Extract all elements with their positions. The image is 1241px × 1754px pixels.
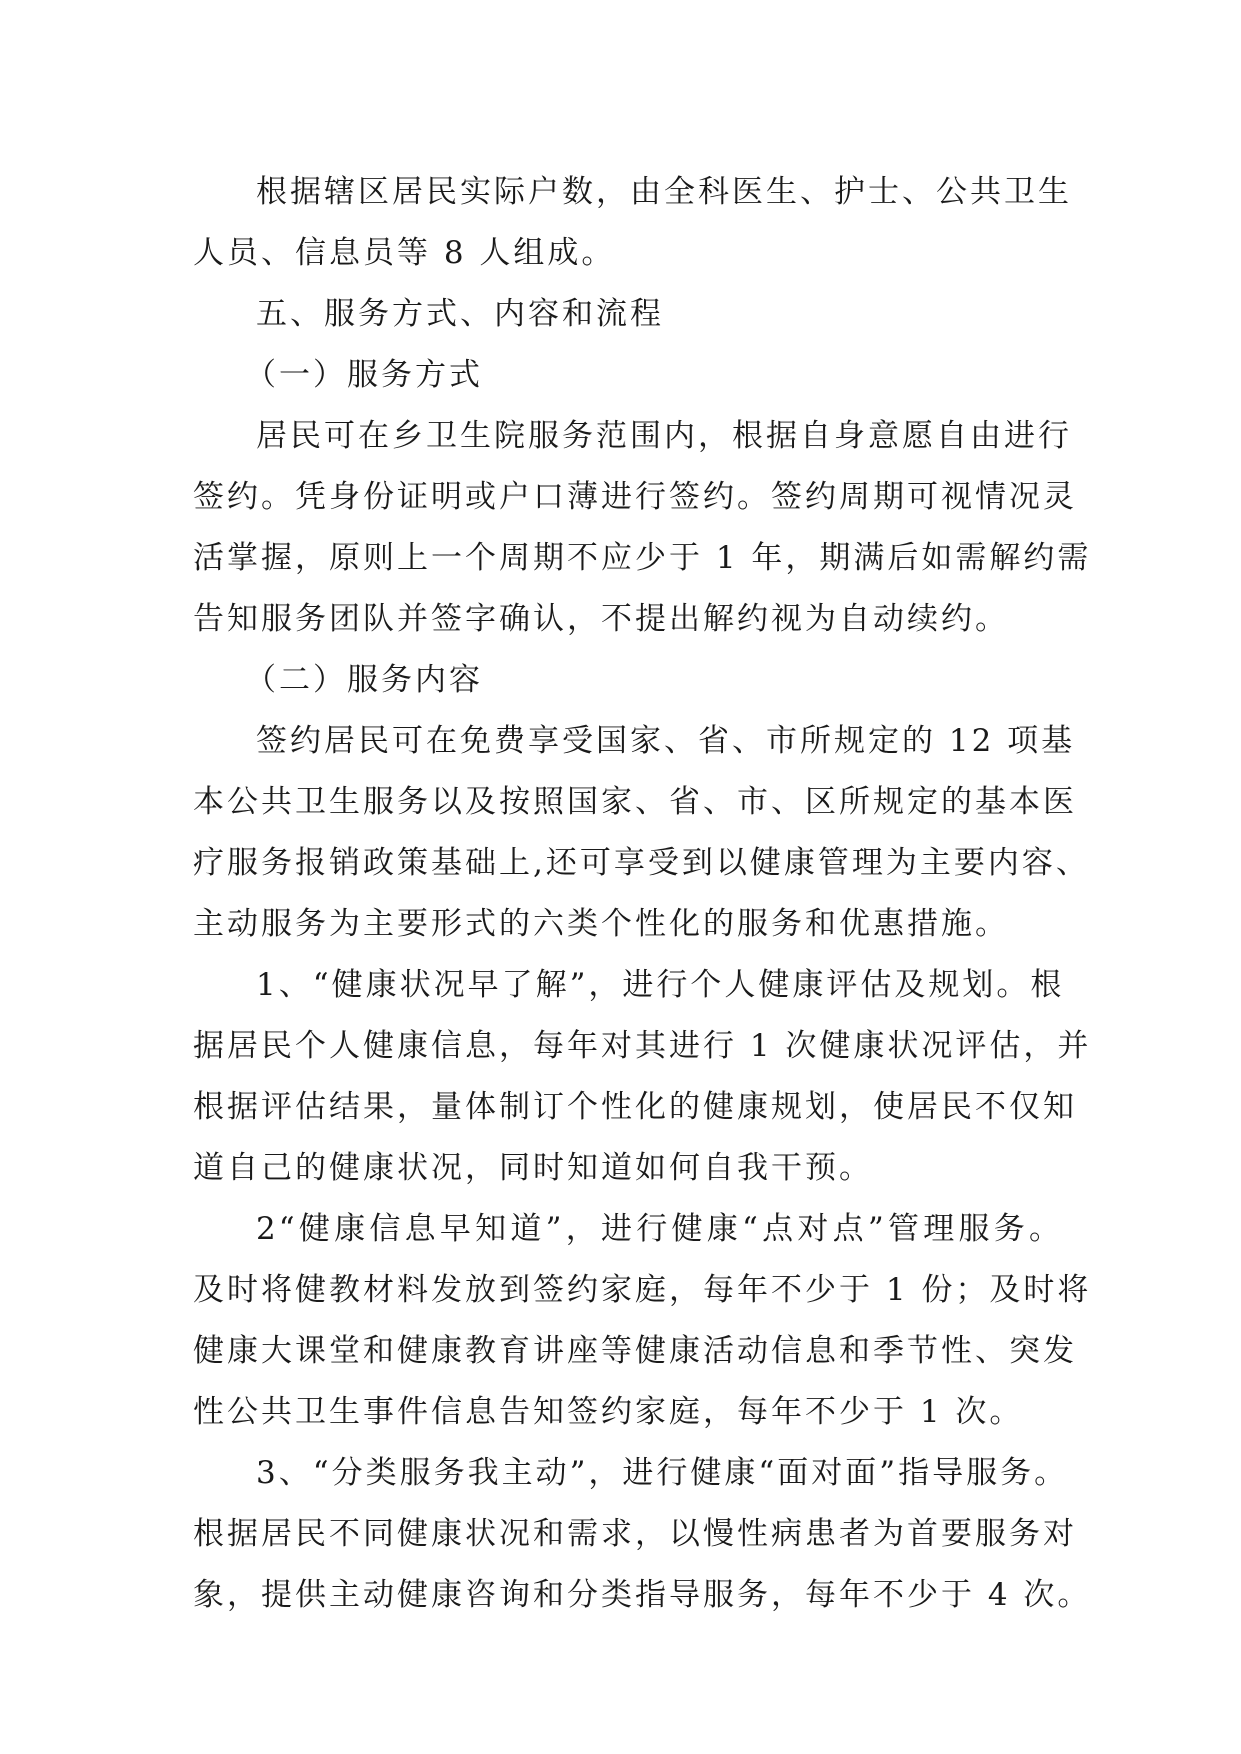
text-line: 据居民个人健康信息，每年对其进行 1 次健康状况评估，并 [193, 1028, 1092, 1064]
subheading-text: （二）服务内容 [245, 662, 483, 698]
paragraph [193, 162, 1072, 284]
document-body [193, 162, 1092, 1626]
text-line: 3、“分类服务我主动”，进行健康“面对面”指导服务。 [256, 1455, 1069, 1491]
subsection-heading [193, 345, 1063, 406]
text-line: 象，提供主动健康咨询和分类指导服务，每年不少于 4 次。 [193, 1577, 1092, 1613]
heading-text: 五、服务方式、内容和流程 [256, 296, 664, 332]
paragraph [193, 955, 1092, 1199]
subheading-text: （一）服务方式 [245, 357, 483, 393]
text-line: 健康大课堂和健康教育讲座等健康活动信息和季节性、突发 [193, 1333, 1077, 1369]
section-heading [193, 284, 1063, 345]
text-line: 告知服务团队并签字确认，不提出解约视为自动续约。 [193, 601, 1009, 637]
paragraph [193, 711, 1090, 955]
text-line: 2“健康信息早知道”，进行健康“点对点”管理服务。 [256, 1211, 1063, 1247]
text-line: 居民可在乡卫生院服务范围内，根据自身意愿自由进行 [256, 418, 1072, 454]
text-line: 疗服务报销政策基础上,还可享受到以健康管理为主要内容、 [193, 845, 1090, 881]
text-line: 主动服务为主要形式的六类个性化的服务和优惠措施。 [193, 906, 1009, 942]
text-line: 签约居民可在免费享受国家、省、市所规定的 12 项基 [256, 723, 1076, 759]
subsection-heading [193, 650, 1063, 711]
text-line: 及时将健教材料发放到签约家庭，每年不少于 1 份；及时将 [193, 1272, 1092, 1308]
paragraph [193, 1443, 1092, 1626]
paragraph [193, 406, 1092, 650]
text-line: 活掌握，原则上一个周期不应少于 1 年，期满后如需解约需 [193, 540, 1092, 576]
text-line: 道自己的健康状况，同时知道如何自我干预。 [193, 1150, 873, 1186]
text-line: 签约。凭身份证明或户口薄进行签约。签约周期可视情况灵 [193, 479, 1077, 515]
text-line: 1、“健康状况早了解”，进行个人健康评估及规划。根 [256, 967, 1065, 1003]
text-line: 根据居民不同健康状况和需求，以慢性病患者为首要服务对 [193, 1516, 1077, 1552]
paragraph [193, 1199, 1092, 1443]
text-line: 本公共卫生服务以及按照国家、省、市、区所规定的基本医 [193, 784, 1077, 820]
text-line: 根据评估结果，量体制订个性化的健康规划，使居民不仅知 [193, 1089, 1077, 1125]
text-line: 根据辖区居民实际户数，由全科医生、护士、公共卫生 [256, 174, 1072, 210]
text-line: 性公共卫生事件信息告知签约家庭，每年不少于 1 次。 [193, 1394, 1024, 1430]
text-line: 人员、信息员等 8 人组成。 [193, 235, 616, 271]
